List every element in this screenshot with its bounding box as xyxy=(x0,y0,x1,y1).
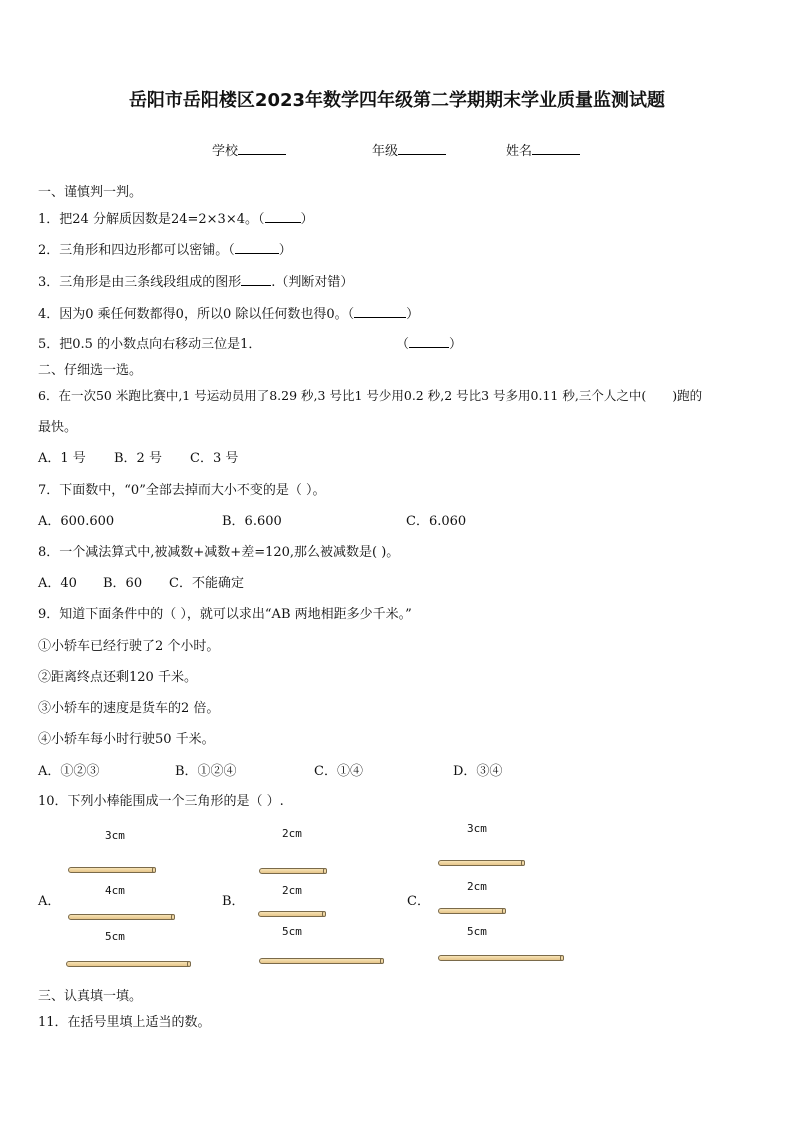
q1-answer-blank[interactable] xyxy=(265,210,301,223)
question-5: 5．把0.5 的小数点向右移动三位是1． xyxy=(38,337,262,352)
stick-a1-length: 3cm xyxy=(105,829,125,842)
q5-answer-blank[interactable] xyxy=(409,335,449,348)
stick-c1-length: 3cm xyxy=(467,822,487,835)
stick-a3-length: 5cm xyxy=(105,930,125,943)
q7-option-c[interactable]: C．6.060 xyxy=(406,514,467,529)
stick-b2 xyxy=(258,911,326,917)
question-10: 10．下列小棒能围成一个三角形的是（ ）. xyxy=(38,794,284,809)
q8-option-b[interactable]: B．60 xyxy=(103,576,143,591)
q8-option-c[interactable]: C．不能确定 xyxy=(169,576,244,591)
question-11: 11．在括号里填上适当的数。 xyxy=(38,1015,211,1030)
grade-blank[interactable] xyxy=(398,142,446,155)
q9-option-d[interactable]: D．③④ xyxy=(453,764,503,779)
q10-option-a[interactable]: A． xyxy=(38,894,61,909)
grade-field[interactable] xyxy=(372,140,446,159)
q2-answer-blank[interactable] xyxy=(235,241,279,254)
stick-a3 xyxy=(66,961,191,967)
school-label: 学校 xyxy=(212,144,239,159)
section-2-heading: 二、仔细选一选。 xyxy=(38,363,143,378)
q3-answer-blank[interactable] xyxy=(241,273,271,286)
q9-condition-2: ②距离终点还剩120 千米。 xyxy=(38,670,197,685)
q9-option-a[interactable]: A．①②③ xyxy=(38,764,100,779)
stick-b1 xyxy=(259,868,327,874)
q9-condition-4: ④小轿车每小时行驶50 千米。 xyxy=(38,732,215,747)
question-6-cont: 最快。 xyxy=(38,420,78,435)
q7-option-b[interactable]: B．6.600 xyxy=(222,514,282,529)
q9-option-b[interactable]: B．①②④ xyxy=(175,764,237,779)
q5-answer[interactable]: （ ） xyxy=(396,337,463,352)
question-3: 3．三角形是由三条线段组成的图形 .（判断对错） xyxy=(38,275,354,290)
name-field[interactable] xyxy=(506,140,580,159)
stick-b3 xyxy=(259,958,384,964)
question-1: 1．把24 分解质因数是24=2×3×4。（ ） xyxy=(38,212,314,227)
school-blank[interactable] xyxy=(238,142,286,155)
section-3-heading: 三、认真填一填。 xyxy=(38,989,143,1004)
stick-b3-length: 5cm xyxy=(282,925,302,938)
stick-a2 xyxy=(68,914,175,920)
stick-c3 xyxy=(438,955,564,961)
q10-option-c[interactable]: C． xyxy=(407,894,430,909)
school-field[interactable] xyxy=(212,140,286,159)
stick-c3-length: 5cm xyxy=(467,925,487,938)
q8-option-a[interactable]: A．40 xyxy=(38,576,77,591)
q9-option-c[interactable]: C．①④ xyxy=(314,764,363,779)
stick-a1 xyxy=(68,867,156,873)
stick-c1 xyxy=(438,860,525,866)
q10-option-b[interactable]: B． xyxy=(222,894,245,909)
question-2: 2．三角形和四边形都可以密铺。（ ） xyxy=(38,243,292,258)
q6-option-c[interactable]: C．3 号 xyxy=(190,451,239,466)
q4-answer-blank[interactable] xyxy=(354,305,406,318)
page-title: 岳阳市岳阳楼区2023年数学四年级第二学期期末学业质量监测试题 xyxy=(128,90,666,111)
question-4: 4．因为0 乘任何数都得0，所以0 除以任何数也得0。（ ） xyxy=(38,307,420,322)
stick-b1-length: 2cm xyxy=(282,827,302,840)
question-6: 6．在一次50 米跑比赛中,1 号运动员用了8.29 秒,3 号比1 号少用0.2 秒,2 号比3 号多用0.11 秒,三个人之中( )跑的 xyxy=(38,388,703,403)
name-label: 姓名 xyxy=(506,144,533,159)
grade-label: 年级 xyxy=(372,144,399,159)
q6-option-b[interactable]: B．2 号 xyxy=(114,451,162,466)
q7-option-a[interactable]: A．600.600 xyxy=(38,514,115,529)
stick-a2-length: 4cm xyxy=(105,884,125,897)
name-blank[interactable] xyxy=(532,142,580,155)
q9-condition-1: ①小轿车已经行驶了2 个小时。 xyxy=(38,639,220,654)
section-1-heading: 一、谨慎判一判。 xyxy=(38,185,143,200)
q6-option-a[interactable]: A．1 号 xyxy=(38,451,86,466)
stick-c2-length: 2cm xyxy=(467,880,487,893)
q9-condition-3: ③小轿车的速度是货车的2 倍。 xyxy=(38,701,220,716)
stick-b2-length: 2cm xyxy=(282,884,302,897)
question-8: 8．一个减法算式中,被减数+减数+差=120,那么被减数是( )。 xyxy=(38,545,400,560)
question-7: 7．下面数中，“0”全部去掉而大小不变的是（ ）。 xyxy=(38,483,326,498)
stick-c2 xyxy=(438,908,506,914)
question-9: 9．知道下面条件中的（ ），就可以求出“AB 两地相距多少千米。” xyxy=(38,607,412,622)
